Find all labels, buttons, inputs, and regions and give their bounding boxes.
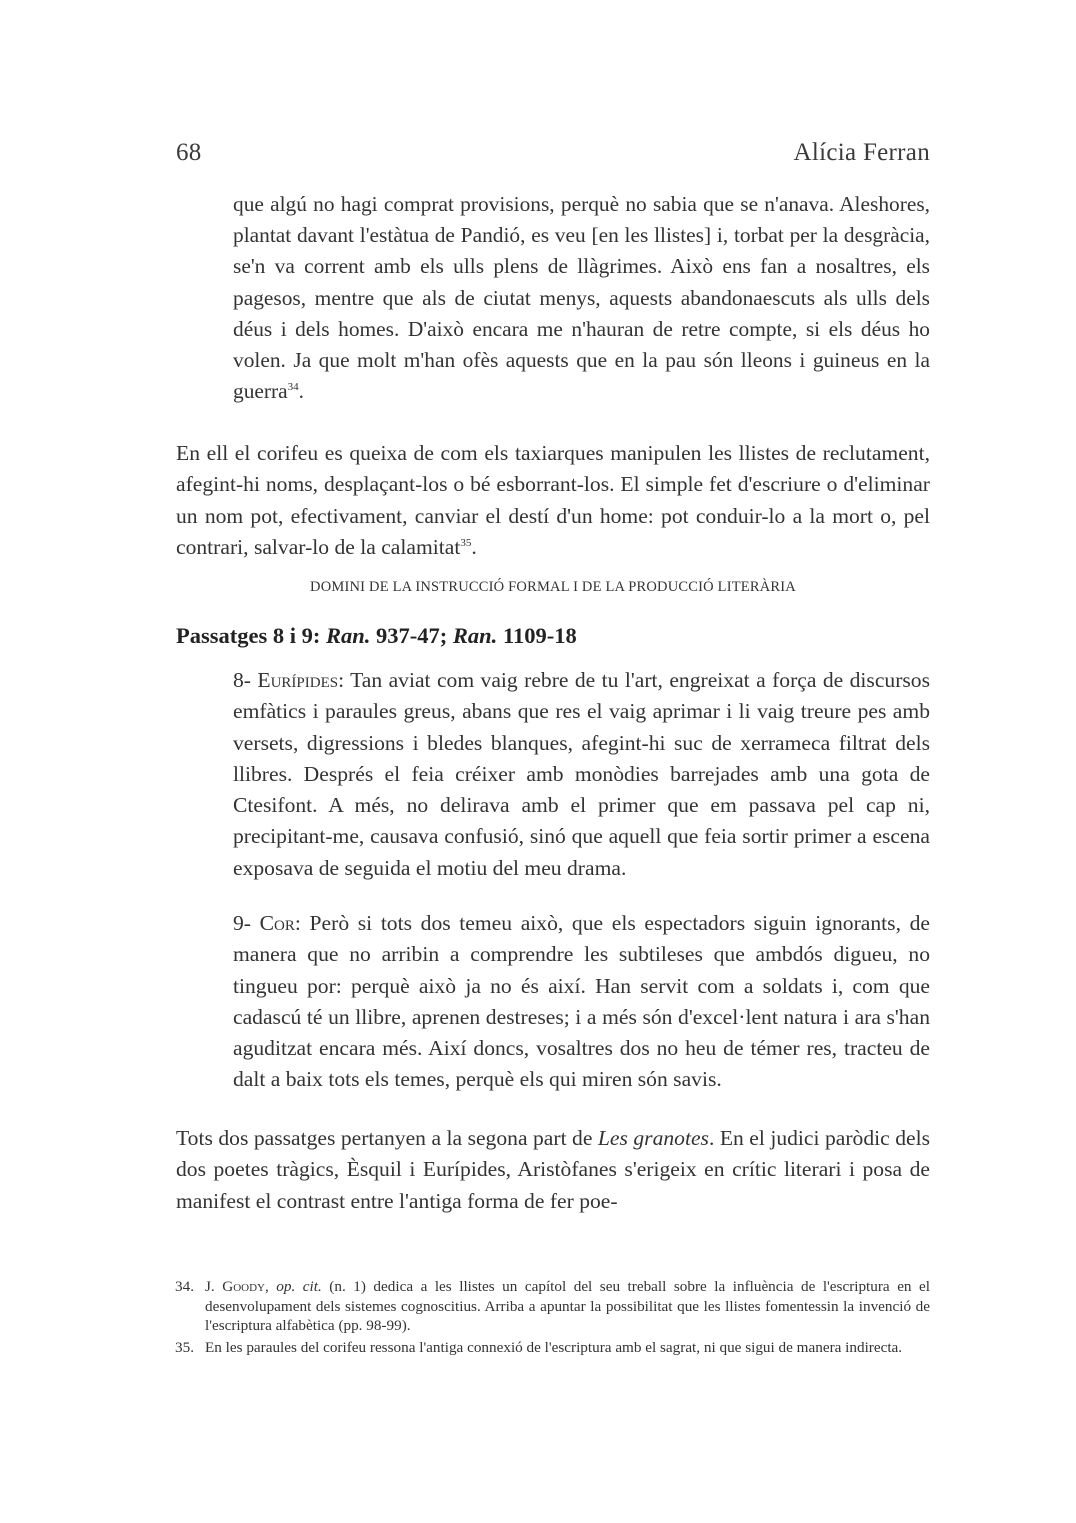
footnote-author: J. Goody [205, 1278, 265, 1295]
paragraph-end: . [471, 534, 477, 559]
quote-body: que algú no hagi comprat provisions, perquè no sabia que se n'anava. Aleshores, plantat davant l'estàtua de Pandió, es veu [en les llistes] i, torbat per la desgràcia, se'n va corrent amb els ulls plens de llàgrimes. Això ens fan a nosaltres, els pagesos, mentre que als de ciutat menys, aquests abandonaescuts als ulls dels déus i dels homes. D'això encara me n'hauran de retre compte, si els déus ho volen. Ja que molt m'han ofès aquests que en la pau són lleons i guineus en la guerra [233, 192, 930, 404]
paragraph-after: . En el judici paròdic dels dos poetes tràgics, Èsquil i Eurípides, Aristòfanes s'erigeix en crític literari i posa de manifest el contrast entre l'antiga forma de fer poe- [176, 1126, 930, 1213]
footnote-35 [175, 1338, 930, 1358]
body-paragraph-2 [176, 1123, 930, 1217]
heading-mid: 937-47; [370, 623, 453, 648]
paragraph-body: En ell el corifeu es queixa de com els taxiarques manipulen les llistes de reclutament, afegint-hi noms, desplaçant-los o bé esborrant-los. El simple fet d'escriure o d'eliminar un nom pot, efectivament, canviar el destí d'un home: pot conduir-lo a la mort o, pel contrari, salvar-lo de la calamitat [176, 441, 930, 559]
quote-text [233, 908, 930, 1096]
paragraph-before: Tots dos passatges pertanyen a la segona part de [176, 1126, 598, 1150]
paragraph-text [176, 1123, 930, 1217]
passage-number: 8- [233, 668, 258, 692]
footnote-ref-35: 35 [460, 536, 472, 549]
heading-suffix: 1109-18 [497, 623, 577, 648]
paragraph-text [176, 438, 930, 563]
footnotes [175, 1277, 931, 1360]
work-title: Les granotes [597, 1126, 709, 1150]
speaker-name: Eurípides [257, 668, 339, 692]
footnote-34: 34. J. Goody, op. cit. (n. 1) dedica a les llistes un capítol del seu treball sobre la influència de l'escriptura en el desenvolupament dels sistemes cognoscitius. Arriba a apuntar la possibilitat que les llistes fomentessin la invenció de l'escriptura alfabètica (pp. 98-99). [175, 1278, 931, 1335]
running-header-author: Alícia Ferran [793, 139, 930, 166]
section-title: DOMINI DE LA INSTRUCCIÓ FORMAL I DE LA PRODUCCIÓ LITERÀRIA [310, 579, 796, 595]
quote-body: : Però si tots dos temeu això, que els espectadors siguin ignorants, de manera que no arribin a comprendre les subtileses que ambdós digueu, no tingueu por: perquè això ja no és així. Han servit com a soldats i, com que cadascú té un llibre, aprenen destreses; i a més són d'excel·lent natura i ara s'han aguditzat encara més. Així doncs, vosaltres dos no heu de témer res, tracteu de dalt a baix tots els temes, perquè els qui miren són savis. [233, 911, 930, 1092]
passage-heading [176, 623, 577, 649]
page-number: 68 [176, 139, 202, 166]
heading-ref-1: Ran. [326, 623, 371, 648]
body-paragraph-1 [176, 438, 930, 563]
block-quote-passage-8 [233, 665, 930, 884]
quote-text [233, 665, 930, 884]
footnote-number: 34. [175, 1278, 194, 1295]
footnote-text: (n. 1) dedica a les llistes un capítol del seu treball sobre la influència de l'escriptura en el desenvolupament dels sistemes cognoscitius. Arriba a apuntar la possibilitat que les llistes fomentessin la invenció de l'escriptura alfabètica (pp. 98-99). [205, 1278, 931, 1335]
block-quote-passage-9 [233, 908, 930, 1096]
heading-ref-2: Ran. [452, 623, 498, 648]
quote-end: . [298, 379, 304, 404]
footnote-ref-34: 34 [287, 381, 299, 394]
footnote-citation: op. cit. [276, 1278, 322, 1295]
passage-number: 9- [233, 911, 260, 935]
speaker-name: Cor [259, 911, 295, 935]
heading-prefix: Passatges 8 i 9: [176, 623, 326, 648]
quote-text [233, 189, 930, 407]
footnote-number: 35. [175, 1339, 194, 1357]
quote-body: : Tan aviat com vaig rebre de tu l'art, engreixat a força de discursos emfàtics i paraules greus, abans que res el vaig aprimar i li vaig treure pes amb versets, digressions i bledes blanques, afegint-hi suc de xerrameca filtrat dels llibres. Després el feia créixer amb monòdies barrejades amb una gota de Ctesifont. A més, no delirava amb el primer que em passava pel cap ni, precipitant-me, causava confusió, sinó que aquell que feia sortir primer a escena exposava de seguida el motiu del meu drama. [233, 668, 930, 880]
footnote-text: En les paraules del corifeu ressona l'antiga connexió de l'escriptura amb el sagrat, ni que sigui de manera indirecta. [205, 1339, 903, 1357]
block-quote-passage-7 [233, 189, 930, 407]
